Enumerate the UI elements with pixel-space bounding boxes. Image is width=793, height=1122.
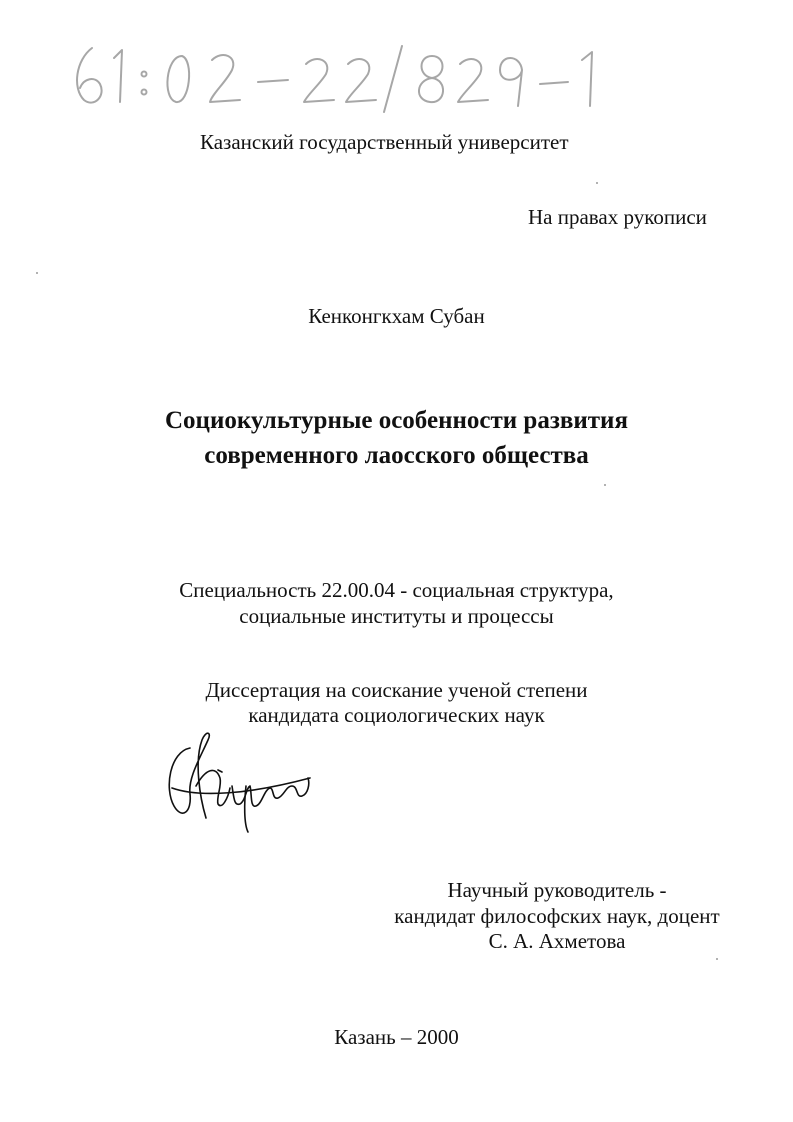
specialty-line-2: социальные институты и процессы <box>239 604 554 628</box>
supervisor-line-2: кандидат философских наук, доцент <box>394 904 720 928</box>
manuscript-rights-note: На правах рукописи <box>528 205 707 229</box>
dissertation-line-1: Диссертация на соискание ученой степени <box>205 678 588 702</box>
university-name: Казанский государственный университет <box>200 130 569 154</box>
scan-speck <box>36 272 38 274</box>
thesis-title-line-1: Социокультурные особенности развития <box>165 407 628 434</box>
scan-speck <box>604 484 606 486</box>
author-name: Кенконгкхам Субан <box>308 304 485 328</box>
thesis-title-line-2: современного лаосского общества <box>204 442 589 469</box>
scan-speck <box>716 958 718 960</box>
supervisor-name: С. А. Ахметова <box>488 929 626 953</box>
specialty-line-1: Специальность 22.00.04 - социальная структура, <box>179 578 614 602</box>
dissertation-line-2: кандидата социологических наук <box>248 703 545 727</box>
author-signature <box>160 728 320 838</box>
place-and-year: Казань – 2000 <box>334 1025 459 1049</box>
supervisor-line-1: Научный руководитель - <box>447 878 667 902</box>
scan-speck <box>596 182 598 184</box>
archive-number-stamp <box>62 30 622 120</box>
